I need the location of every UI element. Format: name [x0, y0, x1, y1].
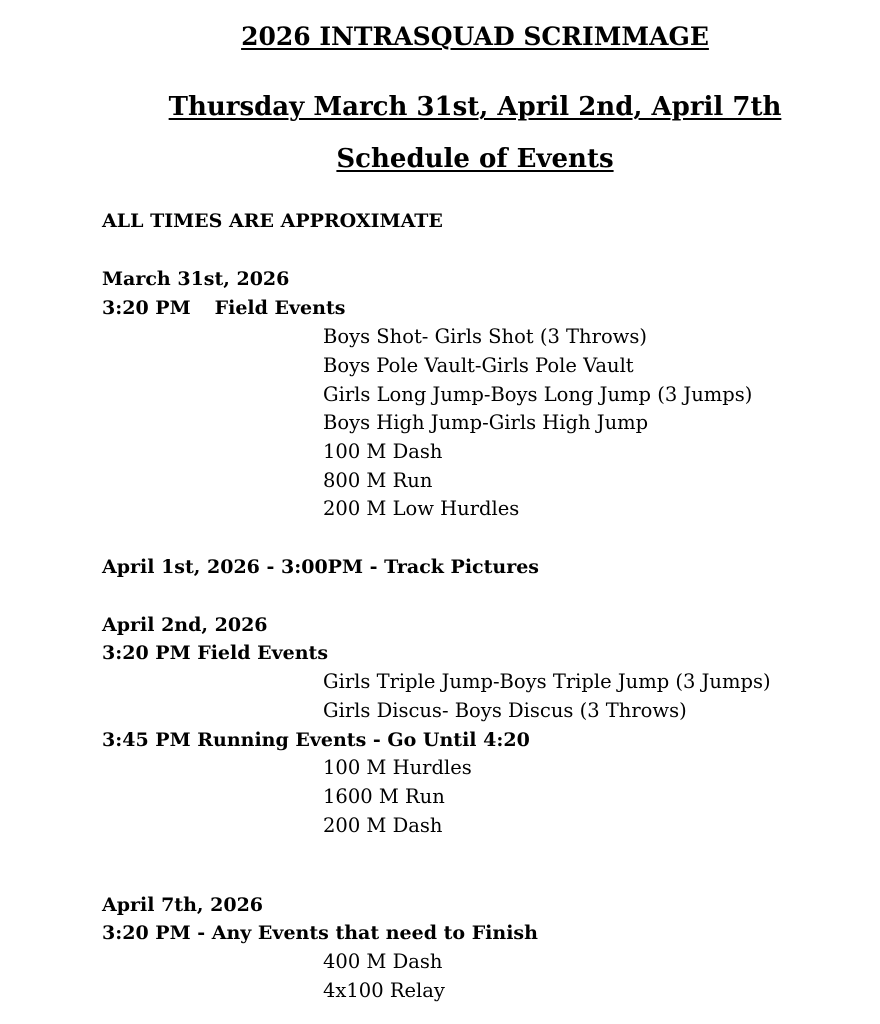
day2-field-session: 3:20 PM Field Events: [102, 642, 329, 664]
list-item: Girls Long Jump-Boys Long Jump (3 Jumps): [323, 383, 753, 406]
day1-session-time: 3:20 PM: [102, 297, 191, 319]
day1-date: March 31st, 2026: [102, 268, 290, 290]
list-item: 100 M Hurdles: [323, 756, 472, 779]
list-item: 200 M Dash: [323, 814, 443, 837]
list-item: Girls Discus- Boys Discus (3 Throws): [323, 699, 687, 722]
list-item: 4x100 Relay: [323, 979, 445, 1002]
day2-date: April 2nd, 2026: [102, 614, 268, 636]
day1-session: [102, 294, 345, 322]
list-item: 400 M Dash: [323, 950, 443, 973]
day1-session-label: Field Events: [214, 297, 346, 319]
day3-session: 3:20 PM - Any Events that need to Finish: [102, 922, 538, 944]
list-item: Boys High Jump-Girls High Jump: [323, 411, 649, 434]
approximate-notice: ALL TIMES ARE APPROXIMATE: [102, 210, 443, 232]
day2-running-session: 3:45 PM Running Events - Go Until 4:20: [102, 729, 530, 751]
list-item: Boys Shot- Girls Shot (3 Throws): [323, 325, 647, 348]
list-item: 200 M Low Hurdles: [323, 497, 520, 520]
page-title: 2026 INTRASQUAD SCRIMMAGE: [241, 22, 709, 51]
scrimmage-dates: Thursday March 31st, April 2nd, April 7th: [168, 92, 782, 122]
list-item: 800 M Run: [323, 469, 433, 492]
list-item: Boys Pole Vault-Girls Pole Vault: [323, 354, 634, 377]
list-item: 100 M Dash: [323, 440, 443, 463]
track-pictures-note: April 1st, 2026 - 3:00PM - Track Pictures: [102, 556, 539, 578]
list-item: Girls Triple Jump-Boys Triple Jump (3 Jumps): [323, 670, 771, 693]
list-item: 1600 M Run: [323, 785, 445, 808]
schedule-subtitle: Schedule of Events: [336, 144, 614, 174]
day3-date: April 7th, 2026: [102, 894, 264, 916]
